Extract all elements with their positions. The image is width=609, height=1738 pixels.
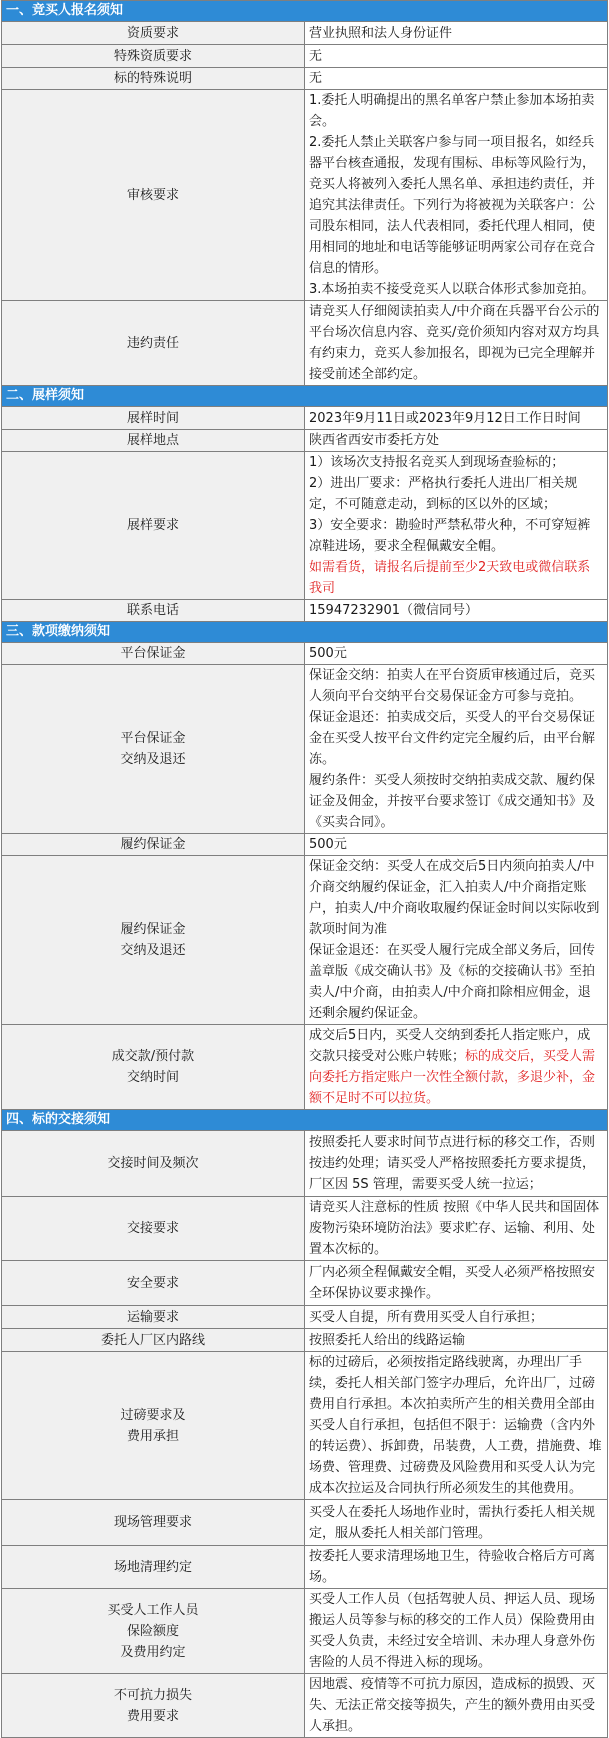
table-row: [2, 1261, 608, 1306]
row-label: 标的特殊说明: [2, 68, 305, 90]
row-value: 买受人自提，所有费用买受人自行承担；: [305, 1306, 608, 1329]
row-value: [305, 665, 608, 834]
paragraph: 3）安全要求：勘验时严禁私带火种，不可穿短裤凉鞋进场，要求全程佩戴安全帽。: [309, 518, 591, 554]
section-title: 一、竞买人报名须知: [2, 1, 608, 22]
row-label: 展样地点: [2, 430, 305, 452]
table-row: [2, 430, 608, 452]
row-value: [305, 90, 608, 301]
table-row: [2, 1197, 608, 1261]
table-row: [2, 1546, 608, 1589]
row-label: 安全要求: [2, 1261, 305, 1306]
label-line: 过磅要求及: [120, 1407, 186, 1423]
label-line: 及费用约定: [120, 1644, 186, 1660]
row-value: 厂内必须全程佩戴安全帽，买受人必须严格按照安全环保协议要求操作。: [305, 1261, 608, 1306]
label-line: 费用承担: [126, 1428, 179, 1444]
row-value: 买受人工作人员（包括驾驶人员、押运人员、现场搬运人员等参与标的移交的工作人员）保险费用由买受人负责，未经过安全培训、未办理人身意外伤害险的人员不得进入标的现场。: [305, 1589, 608, 1674]
label-line: 成交款/预付款: [111, 1049, 195, 1064]
row-value: 按委托人要求清理场地卫生，待验收合格后方可离场。: [305, 1546, 608, 1589]
paragraph: 2）进出厂要求：严格执行委托人进出厂相关规定，不可随意走动，到标的区以外的区域；: [309, 476, 578, 512]
row-value: [305, 856, 608, 1025]
row-label: [2, 1674, 305, 1738]
row-value: 500元: [305, 834, 608, 856]
table-row: [2, 1306, 608, 1329]
row-value: 2023年9月11日或2023年9月12日工作日时间: [305, 407, 608, 430]
section-title: 二、展样须知: [2, 386, 608, 407]
row-label: [2, 1352, 305, 1500]
table-row: [2, 301, 608, 386]
section-header-payment: [2, 622, 608, 643]
paragraph: 保证金交纳：买受人在成交后5日内须向拍卖人/中介商交纳履约保证金，汇入拍卖人/中介商指定账户，拍卖人/中介商收取履约保证金时间以实际收到款项时间为准: [309, 859, 600, 937]
row-value: 按照委托人要求时间节点进行标的移交工作，否则按违约处理；请买受人严格按照委托方要求提货，厂区因 5S 管理，需要买受人统一拉运；: [305, 1131, 608, 1197]
table-row: [2, 45, 608, 68]
paragraph: 2.委托人禁止关联客户参与同一项目报名，如经兵器平台核查通报，发现有围标、串标等风险行为，竞买人将被列入委托人黑名单、承担违约责任，并追究其法律责任。下列行为将被视为关联客户：公司股东相同，法人代表相同，委托代理人相同，使用相同的地址和电话等能够证明两家公司存在竞合信息的情形。: [309, 135, 596, 276]
row-value: 营业执照和法人身份证件: [305, 22, 608, 45]
row-label: [2, 665, 305, 834]
row-value: 陕西省西安市委托方处: [305, 430, 608, 452]
label-line: 交纳时间: [126, 1070, 179, 1085]
label-line: 交纳及退还: [120, 943, 186, 958]
label-line: 买受人工作人员: [107, 1602, 199, 1618]
row-label: [2, 1589, 305, 1674]
table-row: [2, 452, 608, 600]
row-label: 交接时间及频次: [2, 1131, 305, 1197]
phone-value: 15947232901（微信同号）: [305, 600, 608, 622]
section-header-viewing: [2, 386, 608, 407]
row-value: [305, 1025, 608, 1110]
row-label: 平台保证金: [2, 643, 305, 665]
row-label: 联系电话: [2, 600, 305, 622]
section-title: 三、款项缴纳须知: [2, 622, 608, 643]
table-row: [2, 22, 608, 45]
red-notice: 如需看货，请报名后提前至少2天致电或微信联系我司: [309, 560, 591, 596]
label-line: 费用要求: [126, 1708, 179, 1724]
row-label: 场地清理约定: [2, 1546, 305, 1589]
row-value: 标的过磅后，必须按指定路线驶离，办理出厂手续，委托人相关部门签字办理后，允许出厂，过磅费用自行承担。本次拍卖所产生的相关费用全部由买受人自行承担，包括但不限于：运输费（含内外的转运费）、拆卸费，吊装费，人工费，措施费、堆场费、管理费、过磅费及风险费用和买受人认为完成本次拉运及合同执行所必须发生的其他费用。: [305, 1352, 608, 1500]
table-row: [2, 407, 608, 430]
paragraph: 履约条件：买受人须按时交纳拍卖成交款、履约保证金及佣金，并按平台要求签订《成交通知书》及《买卖合同》。: [309, 773, 596, 830]
table-row: [2, 1674, 608, 1738]
table-row: [2, 1352, 608, 1500]
notice-table: [1, 0, 608, 1738]
paragraph: 3.本场拍卖不接受竞买人以联合体形式参加竞拍。: [309, 282, 595, 297]
row-label: 履约保证金: [2, 834, 305, 856]
label-line: 履约保证金: [120, 922, 186, 937]
label-line: 平台保证金: [120, 731, 186, 746]
row-value: 500元: [305, 643, 608, 665]
red-notice: 标的成交后，买受人需向委托方指定账户一次性全额付款，多退少补，金额不足时不可以拉货。: [309, 1049, 596, 1106]
row-label: 特殊资质要求: [2, 45, 305, 68]
table-row: [2, 90, 608, 301]
paragraph: 成交后5日内，买受人交纳到委托人指定账户，成交款只接受对公账户转账；: [309, 1028, 591, 1064]
paragraph: 保证金退还：在买受人履行完成全部义务后，回传盖章版《成交确认书》及《标的交接确认书》至拍卖人/中介商，由拍卖人/中介商扣除相应佣金，退还剩余履约保证金。: [309, 943, 596, 1021]
row-value: 因地震、疫情等不可抗力原因，造成标的损毁、灭失、无法正常交接等损失，产生的额外费用由买受人承担。: [305, 1674, 608, 1738]
table-row: [2, 1589, 608, 1674]
table-row: [2, 856, 608, 1025]
row-label: 展样要求: [2, 452, 305, 600]
table-row: [2, 1500, 608, 1546]
section-header-handover: [2, 1110, 608, 1131]
row-value: 按照委托人给出的线路运输: [305, 1329, 608, 1352]
row-value: [305, 452, 608, 600]
row-label: 资质要求: [2, 22, 305, 45]
row-label: [2, 856, 305, 1025]
row-label: 交接要求: [2, 1197, 305, 1261]
section-title: 四、标的交接须知: [2, 1110, 608, 1131]
row-label: 审核要求: [2, 90, 305, 301]
paragraph: 保证金交纳：拍卖人在平台资质审核通过后，竞买人须向平台交纳平台交易保证金方可参与竞拍。: [309, 668, 596, 704]
table-row: [2, 665, 608, 834]
label-line: 不可抗力损失: [113, 1687, 192, 1703]
row-label: 展样时间: [2, 407, 305, 430]
table-row: [2, 68, 608, 90]
label-line: 交纳及退还: [120, 752, 186, 767]
row-label: 委托人厂区内路线: [2, 1329, 305, 1352]
row-label: [2, 1025, 305, 1110]
table-row: [2, 1329, 608, 1352]
row-value: 请竞买人注意标的性质 按照《中华人民共和国固体废物污染环境防治法》要求贮存、运输、利用、处置本次标的。: [305, 1197, 608, 1261]
table-row: [2, 600, 608, 622]
table-row: [2, 834, 608, 856]
table-row: [2, 1131, 608, 1197]
paragraph: 1）该场次支持报名竞买人到现场查验标的；: [309, 455, 565, 470]
paragraph: 保证金退还：拍卖成交后，买受人的平台交易保证金在买受人按平台文件约定完全履约后，由平台解冻。: [309, 710, 596, 767]
row-label: 现场管理要求: [2, 1500, 305, 1546]
row-value: 无: [305, 68, 608, 90]
row-label: 运输要求: [2, 1306, 305, 1329]
table-row: [2, 1025, 608, 1110]
paragraph: 1.委托人明确提出的黑名单客户禁止参加本场拍卖会。: [309, 93, 595, 129]
row-label: 违约责任: [2, 301, 305, 386]
row-value: 买受人在委托人场地作业时，需执行委托人相关规定，服从委托人相关部门管理。: [305, 1500, 608, 1546]
label-line: 保险额度: [126, 1623, 179, 1639]
table-row: [2, 643, 608, 665]
row-value: 无: [305, 45, 608, 68]
row-value: 请竞买人仔细阅读拍卖人/中介商在兵器平台公示的平台场次信息内容、竞买/竞价须知内容对双方均具有约束力，竞买人参加报名，即视为已完全理解并接受前述全部约定。: [305, 301, 608, 386]
section-header-registration: [2, 1, 608, 22]
